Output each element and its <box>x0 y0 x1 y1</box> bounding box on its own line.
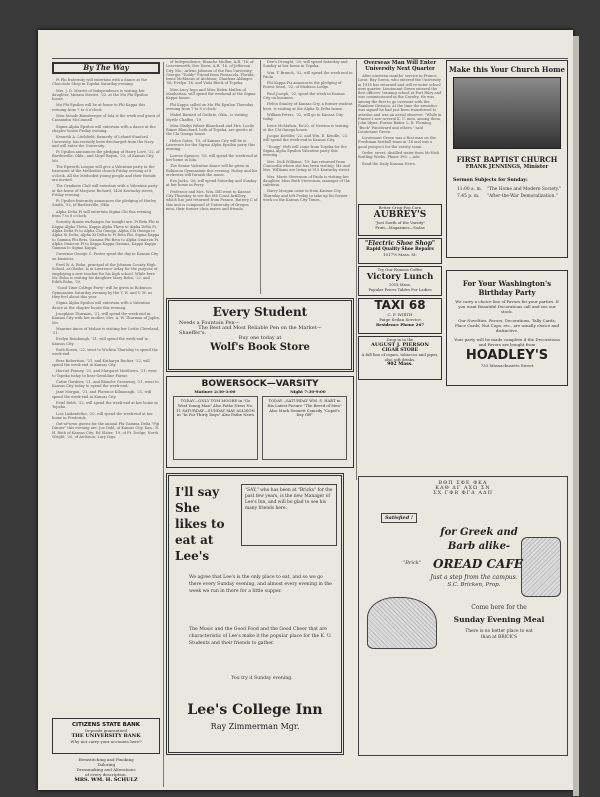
cigar-top: Drop in to the <box>386 337 414 342</box>
brick-cafe-name: OREAD CAFE <box>433 557 523 571</box>
news-paragraph: Mrs. Marie Stevenson of Paola is visiting her daughter, Miss Ruth Stevenson, manager of the cafeteria. <box>263 174 351 188</box>
oread-cafe-ad <box>358 476 568 756</box>
sermon-2-title: "After-the-War Demoralization." <box>487 194 558 199</box>
victory-lunch-ad <box>358 266 442 296</box>
victory-top: Try Our Famous Coffee <box>377 267 423 272</box>
news-paragraph: Mrs. Dick Williams, '19, has returned from Concordia where she has been visiting. Mr. and Mrs. Williams are living at 915 Kentucky street. <box>263 159 351 173</box>
news-paragraph: William Peters, '22, will go to Kansas City today. <box>263 112 344 122</box>
aubreys-ad <box>358 204 442 236</box>
aubrey-bottom: Fruit—Magazines—Sodas <box>375 225 425 230</box>
sermon-row-2 <box>447 194 567 199</box>
bower-name: BOWERSOCK—VARSITY <box>201 379 319 389</box>
hoadley-para-1: We carry a choice line of Favors for your parties. If you want Beautiful Decorations call and see our stock. <box>455 299 559 314</box>
wolf-line-1: Needs a Fountain Pen— <box>179 320 240 326</box>
taxi-68-ad <box>358 298 442 334</box>
aubrey-name: AUBREY'S <box>373 210 427 220</box>
lees-college-inn-ad <box>166 473 344 755</box>
news-paragraph: Cattie Gardner, '21, and Blanche Greenway, '21, went to Kansas City today to spend the week-end. <box>52 379 159 389</box>
bower-left-program: TODAY—ONLY TOM MOORE in "Go West Young Man" Also Pathe News No. 11 SATURDAY—SUNDAY MAY ALLISON in "In For Thirty Days" Also Pathe News <box>173 396 258 460</box>
news-paragraph: Bess Robertson, '21, and Katharyn Rucker, '22, will spend the week-end in Kansas City. <box>52 358 150 367</box>
news-paragraph: Read the Daily Kansan News. <box>362 161 416 166</box>
bank-name: CITIZENS STATE BANK <box>72 722 140 728</box>
sermon-1-time: 11:00 a. m. <box>457 187 483 192</box>
sermon-1-title: "The Home and Modern Society." <box>487 187 562 192</box>
news-paragraph: Mabel Barnett of Guthrie, Okla., is visiting Myrtle Chaffee, '19. <box>166 113 248 122</box>
news-paragraph: Phi Kappa Psi announces the pledging of Forest Searl, '22, of Madison Lodge. <box>263 81 342 90</box>
news-paragraph: The Graduate Club will entertain with a Valentine party at the home of Marjorie Richard, 1426 Kentucky street, Friday evening. <box>52 184 158 197</box>
news-paragraph: Irene McMahon, Ex'20, of Newton is visiting at the Chi Omega house. <box>263 123 349 132</box>
news-paragraph: Fred W. A. Bohn, principal of the Johnson County High School, at Olathe, is in Lawrence today for the purpose of employing a new teacher for his high school. While here Mr. Bohn is visiting his daughter Mary Bohn, '22, and Edith Bohn, '20. <box>52 262 158 285</box>
page-edge <box>573 36 579 796</box>
victory-bottom: Popular Prices Tables For Ladies <box>368 287 432 292</box>
bower-matinee: Matinee 2:30-3:00 <box>194 389 236 394</box>
news-paragraph: Jocque Keebler, '22, and Wm. E. Kendle, '22, will spend the week-end in Kansas City. <box>263 134 349 143</box>
news-paragraph: Lorene Spencer, '16, will spend the week-end at her home in Iola. <box>166 153 258 162</box>
column-divider-2 <box>260 60 261 294</box>
building-sketch-left <box>367 597 437 649</box>
news-paragraph: "Good Time College Party" will be given in Robinson Gymnasium Saturday evening by the Y. W. and Y. M. as they feel about this year. <box>52 286 152 300</box>
brick-proprietor: S.C. Bricken, Prop. <box>447 582 501 588</box>
news-paragraph: Pi Upsilon announces the pledging of Harry Love, '22, of Bartlesville, Okla., and Lloyd Rayon, '22, of Kansas City, Mo. <box>52 150 160 163</box>
news-paragraph: Harry Morgan came in from Kansas City Thursday and left Friday to take up his former work on the Kansas City Times. <box>263 189 348 203</box>
news-paragraph: "Doogy" Holt will come from Topeka for the Sigma Alpha Epsilon Valentine party this evening. <box>263 144 347 158</box>
news-paragraph: Mrs. J. D. Merritt of Independence is visiting her daughter, Miriam Merritt, '22, at the Mu Phi Epsilon house. <box>52 88 148 102</box>
column-divider-1 <box>163 62 164 787</box>
lees-left-slogan: I'll say She likes to eat at Lee's <box>175 485 225 563</box>
sermon-heading: Sermon Subjects for Sunday: <box>453 178 528 183</box>
news-paragraph: Josephine Thurman, '21, will spend the week-end in Kansas City with her mother, Mrs. A. W. Thurman of Joplin, Mo. <box>52 311 160 325</box>
news-paragraph: Harriet Penney, '21, and Margaret Matthews, '21, went to Topeka today to hear Geraldine Farrar. <box>52 369 157 378</box>
news-paragraph: Dee's Drought, '20, will spend Saturday and Sunday at her home in Topeka. <box>263 60 348 69</box>
taxi-name: TAXI 68 <box>374 298 426 312</box>
wolf-title: Every Student <box>212 305 308 319</box>
news-paragraph: Sigma Alpha Epsilon will entertain with a Valentine dance at the chapter house this evening. <box>52 301 150 310</box>
tailor-line-1: Hemstitching and Pinoking <box>78 757 134 762</box>
column-4-news <box>358 74 442 202</box>
cigar-store: CIGAR STORE <box>381 348 418 353</box>
news-paragraph: Mu Phi Epsilon will be at home to Phi Kappa this evening from 7 to 8 o'clock. <box>52 103 146 112</box>
electric-shoe-shop-ad <box>358 238 442 264</box>
column-by-the-way <box>52 78 160 714</box>
news-paragraph: After nineteen months' service in France, Lieut. Bay Green, who entered the University in 1916 has returned and will re-enter school next quarter. Lieutenant Green entered the first officers' training school at Fort Riley and was commissioned in the Cavalry. He was among the first to go overseas with the Rainbow Division. At the time the armistice was signed he had just been transferred to aviation and was an aerial observer. "While in France I saw several K. U. men, among them, John Idyne, Fuston Baker, L. B. Fleming, "Buck" Woodward and others," said Lieutenant Green. <box>358 74 442 134</box>
shoe-line: Rapid Quality Shoe Repairs <box>366 247 434 252</box>
citizens-bank-ad <box>52 718 160 754</box>
hoadley-para-2: Our Novelties, Favors, Decorations, Tally Cards, Place Cards, Nut Cups, etc., are usually choice and distinctive. <box>454 318 560 333</box>
cigar-address: 902 Mass. <box>387 362 413 367</box>
news-paragraph: Helen Stanley of Kansas City, a former student here, is visiting at the Alpha Xi Delta house. <box>263 102 353 111</box>
news-paragraph: Sorority dinner exchanges for tonight are: Pi Beta Phi to Kappa Alpha Theta, Kappa Alpha Theta to Alpha Delta Pi, Alpha Delta Pi to Alpha Chi Omega, Alpha Chi Omega to Alpha Xi Delta, Alpha Xi Delta to Pi Beta Phi, Sigma Kappa to Gamma Phi Beta, Gamma Phi Beta to Alpha Omicron Pi, Alpha Omicron Pi to Kappa Kappa Gamma, Kappa Kappa Gamma to Sigma Kappa. <box>52 220 160 251</box>
aubrey-tagline: "Just South of the Varsity" <box>374 220 426 225</box>
news-paragraph: Phi Kappa called on Mu Phi Epsilon Thursday evening from 7 to 8 o'clock. <box>166 102 254 111</box>
wolf-line-4: Buy one today at <box>238 335 282 341</box>
news-paragraph: Eva Jacks, '26, will spend Saturday and Sunday at her home in Perry. <box>166 179 257 188</box>
brick-line-1: for Greek and <box>440 527 518 538</box>
news-paragraph: Miss Lucy Ingo and Miss Helen Mullen of Manhattan, will spend the weekend at the Sigma Kappa house. <box>166 87 256 101</box>
news-paragraph: Pi Phi fraternity will entertain with a dance at the Chocolate Shop in Topeka Saturday evening. <box>52 78 147 87</box>
news-paragraph: Pi Upsilon fraternity announces the pledging of Harley Smith, '22, of Bartlesville, Okla. <box>52 199 157 208</box>
news-paragraph: The Epworth League will give a Valentine party in the basement of the Methodist church Friday evening at 8 o'clock. All the Methodist young people and their friends are invited. <box>52 165 156 182</box>
hoadley-title-1: For Your Washington's <box>462 279 552 288</box>
shoe-address: 1017½ Mass. St. <box>382 252 418 257</box>
tailoring-ad <box>52 757 160 787</box>
news-paragraph: Order, sweet, distilled water from McNish Bottling Works. Phone 390. —Adv. <box>358 151 439 160</box>
bank-line-2: THE UNIVERSITY BANK <box>71 733 141 739</box>
column-2-news <box>166 60 258 292</box>
horizontal-rule-top <box>52 58 568 59</box>
news-paragraph: Kenneth A. Litchfield, formerly of Leland-Stanford University, has recently been discharged from the Navy and will enter the University. <box>52 135 154 148</box>
news-paragraph: Jane Morgan, '21, and Florence Kilmanagh, '21, will spend the week-end in Kansas City. <box>52 390 152 399</box>
column-divider-3 <box>356 60 357 480</box>
tailor-line-4: of every description. <box>85 772 127 777</box>
hoadley-name: HOADLEY'S <box>465 348 549 363</box>
wolf-name: Wolf's Book Store <box>210 342 310 353</box>
hoadley-address: 733 Massachusetts Street <box>480 363 534 368</box>
brick-line-2: Barb alike- <box>447 541 511 552</box>
bower-programs <box>167 394 353 462</box>
victory-name: Victory Lunch <box>366 272 434 282</box>
brick-meal: Sunday Evening Meal <box>453 615 545 624</box>
bower-night: Night 7:30-9:00 <box>290 389 326 394</box>
news-paragraph: Out-of-town guests for the annual Phi Gamma Delta "Fiji Dinner" this evening are: Joe Dahl, of Kansas City, Kan.; R. H. Roth of Kansas City; Ed Slater, '19, of Ft. Dodge; North Wright, '20, of Atchison; Lacy Ingo. <box>52 422 160 440</box>
wolf-book-store-ad <box>166 298 354 372</box>
victory-address: 1018 Mass. <box>388 282 412 287</box>
brick-better-1: There is no better place to eat <box>465 629 533 634</box>
aubrey-top: Better Crisp Pop Corn <box>378 205 422 210</box>
church-title: Make this Your Church Home <box>448 65 566 74</box>
lees-say-box <box>241 484 337 546</box>
news-paragraph: Helen Gates, '19, of Kansas City will be in Lawrence for the Sigma Alpha Epsilon party this evening. <box>166 138 255 152</box>
pierson-cigar-ad <box>358 336 442 380</box>
greek-row-2: ΚΑΘ ΔΓ ΑΧΩ ΣΝ <box>435 485 491 491</box>
by-the-way-heading-box <box>52 62 160 74</box>
shoe-name: "Electric Shoe Shop" <box>364 240 436 247</box>
news-paragraph: The Senior Valentine dance will be given in Robinson Gymnasium this evening. Hobey and his orchestra will furnish the music. <box>166 164 258 177</box>
taxi-line: Paige Sedan Service <box>379 317 421 322</box>
tailor-name: MRS. WM. H. SCHULZ <box>74 777 138 783</box>
news-paragraph: Evelyn Reinbaugh, '21, will spend the week-end in Kansas City. <box>52 337 148 346</box>
hoadley-title-2: Birthday Party <box>478 288 536 297</box>
lees-paragraph-2: The Music and the Good Food and the Good Cheer that are characteristic of Lee's make it the popular place for the K. U. Students and their friends to gather. <box>189 627 332 646</box>
column-3-news <box>263 60 353 292</box>
lees-name: Lee's College Inn <box>187 702 323 718</box>
by-the-way-heading: By The Way <box>83 63 129 72</box>
news-paragraph: Alpha Delta Pi will entertain Sigma Chi this evening from 7 to 8 o'clock. <box>52 209 152 219</box>
lees-say-2: "Bricks" for the past few years, is the new Manager of Lee's Inn, and will be glad to see his many friends here. <box>245 488 333 511</box>
news-paragraph: Estel Robb, '22, will spend the week-end at her home in Topeka. <box>52 401 158 410</box>
news-paragraph: of Independence; Blanche Mullen, A.B. '16, of Leavenworth; Dee Davis, A.B. '16, of Jefferson City, Mo.; Arlene Johnson of the Pan University; Georgie "Toddy" Friend from Pensacola, Florida; Irene McManus of Atchison; Charlene Aldinger '06; Evelyn '16, and Viola Rieck of Topeka. <box>166 60 255 86</box>
taxi-owner: C. F. WIRTH <box>387 312 413 317</box>
brick-come: Come here for the <box>471 604 527 611</box>
greek-row-3: ΣΧ ΓΦΒ ΦΓΔ ΑΔΠ <box>433 490 493 496</box>
brick-satisfied: Satisfied ! <box>381 513 417 523</box>
sermon-row-1 <box>447 187 567 192</box>
church-minister: FRANK JENNINGS, Minister <box>465 164 549 170</box>
church-ad-box <box>446 60 568 258</box>
wolf-line-2: The Best and Most Reliable Pen on the Market— <box>198 325 322 331</box>
brick-step: Just a step from the campus. <box>430 574 518 581</box>
news-paragraph: Lieutenant Green was a first man on the Freshman football team in '16 and was a good prospect for the varsity team. <box>358 136 436 149</box>
tailor-line-3: Dressmaking and Alterations <box>76 767 136 772</box>
news-paragraph: Miss Gladys Ritner Blanchard and Mrs. Lucile Rimer Blanchard, both of Topeka, are guests at the Chi Omega house. <box>166 123 255 137</box>
news-paragraph: Sigma Alpha Epsilon will entertain with a dance at the chapter house Friday evening. <box>52 124 156 133</box>
news-paragraph: Paul Joseph, '22, spent the week in Kansas City on business. <box>263 91 345 101</box>
greek-row-1: ΒΘΠ ΣΦΕ ΦΚΑ <box>438 480 488 486</box>
news-paragraph: Professor and Mrs. Wm. Dill went to Kansas City Thursday to see the 6th Coast Artillery, which has just returned from France. Battery C of this unit is composed of University of Oregon men, their former class mates and friends. <box>166 189 258 211</box>
news-paragraph: Ruth Rosen, '22, went to Wichita Thursday to spend the week-end. <box>52 348 158 357</box>
taxi-phone: Residence Phone 267 <box>375 322 425 327</box>
overseas-heading-2: University Next Quarter <box>365 66 435 72</box>
news-paragraph: Lois Linkenfelter, '20, will spend the week-end at her home in Frederick. <box>52 411 153 420</box>
cigar-line: A full line of cigars, tobaccos and pipes, also soft drinks. <box>361 352 439 362</box>
bank-line-1: Deposits guaranteed <box>84 728 128 733</box>
wolf-line-3: Shaeffer's. <box>179 330 207 336</box>
news-paragraph: Maurine Amos of Moline is visiting her Leslie Cleveland, '21. <box>52 326 160 336</box>
news-paragraph: Miss Maude Bamsberger of Iola is the week end guest of Cassandra McConnell. <box>52 114 160 123</box>
bank-line-3: Why not carry your accounts here? <box>70 739 142 744</box>
lees-paragraph-3: You try it Sunday evening. <box>231 676 293 681</box>
hoadley-para-3: Your party will be made complete if the Decorations and Favors are bought from <box>454 337 560 347</box>
overseas-heading-1: Overseas Man Will Enter <box>363 60 437 66</box>
church-photo <box>453 77 561 149</box>
tailor-line-2: Tailoring <box>96 762 116 767</box>
hoadleys-ad <box>446 270 568 386</box>
cigar-name: AUGUST J. PIERSON <box>370 342 429 348</box>
lees-manager: Ray Zimmerman Mgr. <box>210 722 300 731</box>
newspaper-page <box>38 30 573 790</box>
sermon-2-time: 7:45 p. m. <box>457 194 480 199</box>
brick-brick: "Brick" <box>403 560 422 566</box>
news-paragraph: Wm. T. Branch, '22, will spend the week end in Paola. <box>263 70 353 79</box>
lees-paragraph-1: We agree that Lee's is the only place to eat, and so we go there every Sunday evening, and almost every evening in the week we run in there for a little supper. <box>189 575 332 594</box>
brick-better-2: than at BRICK'S <box>480 635 518 640</box>
bowersock-varsity-ad <box>166 376 354 468</box>
news-paragraph: Governor George C. Foster spent the day in Kansas City on business. <box>52 252 159 261</box>
church-name: FIRST BAPTIST CHURCH <box>456 155 558 164</box>
bower-right-program: TODAY—SATURDAY WM. S. HART in His Latest Picture "The Breed of Men" Also Mack Sennett Comedy "Cupid's Day Off" <box>262 396 347 460</box>
lees-say-1: "SAY," who has been at <box>245 488 297 493</box>
